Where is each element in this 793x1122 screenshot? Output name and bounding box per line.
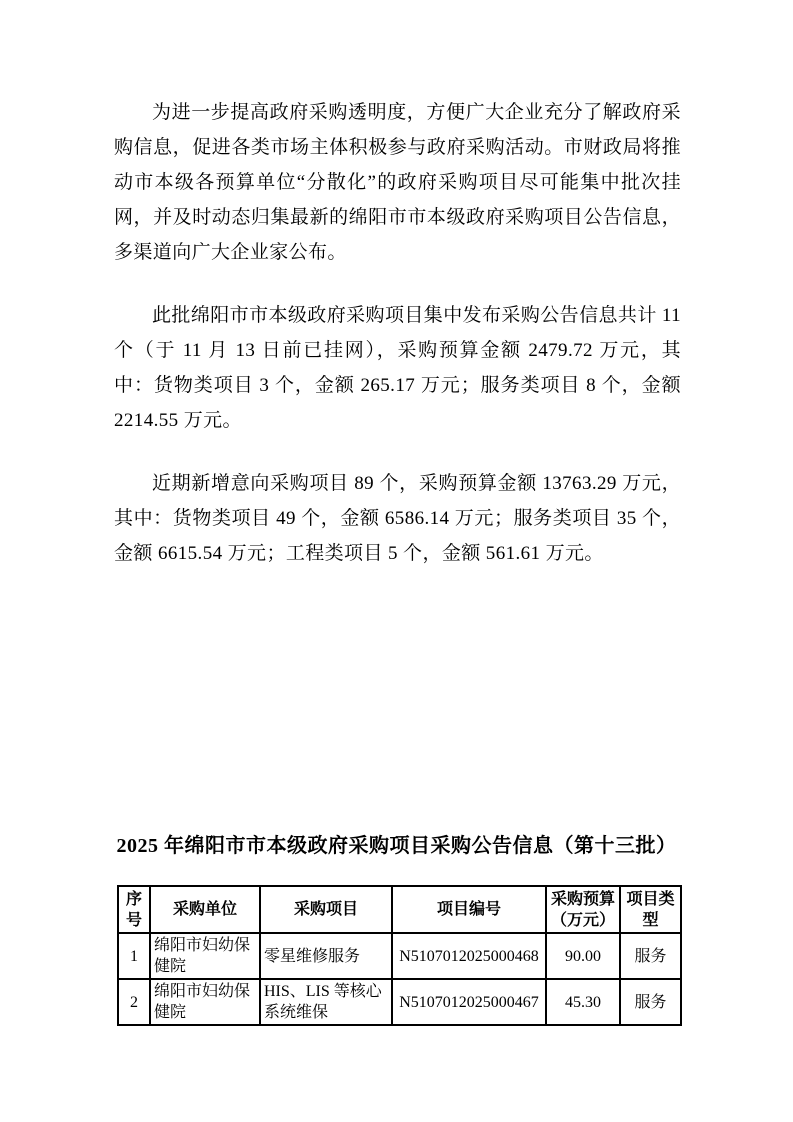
table-cell-project: HIS、LIS 等核心系统维保	[260, 979, 392, 1025]
table-header-cell-index: 序号	[118, 886, 150, 933]
table-row	[118, 933, 681, 979]
table-cell-index: 1	[118, 933, 150, 979]
body-paragraph-3: 近期新增意向采购项目 89 个，采购预算金额 13763.29 万元，其中：货物类项目 49 个，金额 6586.14 万元；服务类项目 35 个，金额 6615.54 万元；工程类项目 5 个，金额 561.61 万元。	[114, 473, 681, 564]
table-cell-purchaser: 绵阳市妇幼保健院	[150, 933, 260, 979]
table-cell-budget: 90.00	[546, 933, 620, 979]
table-cell-budget: 45.30	[546, 979, 620, 1025]
table-header-cell-project-number: 项目编号	[392, 886, 546, 933]
procurement-table	[117, 885, 682, 1026]
table-cell-project-number: N5107012025000468	[392, 933, 546, 979]
table-row	[118, 979, 681, 1025]
table-header-cell-type: 项目类型	[620, 886, 681, 933]
table-cell-project-number: N5107012025000467	[392, 979, 546, 1025]
document-body	[114, 95, 681, 599]
table-header-cell-budget: 采购预算（万元）	[546, 886, 620, 933]
body-paragraph-2: 此批绵阳市市本级政府采购项目集中发布采购公告信息共计 11 个（于 11 月 13 日前已挂网），采购预算金额 2479.72 万元，其中：货物类项目 3 个，金额 265.17 万元；服务类项目 8 个，金额 2214.55 万元。	[114, 305, 681, 431]
body-paragraph-1: 为进一步提高政府采购透明度，方便广大企业充分了解政府采购信息，促进各类市场主体积极参与政府采购活动。市财政局将推动市本级各预算单位“分散化”的政府采购项目尽可能集中批次挂网，并及时动态归集最新的绵阳市市本级政府采购项目公告信息，多渠道向广大企业家公布。	[114, 102, 681, 263]
table-header-cell-purchaser: 采购单位	[150, 886, 260, 933]
table-header-row	[118, 886, 681, 933]
table-cell-type: 服务	[620, 979, 681, 1025]
table-cell-purchaser: 绵阳市妇幼保健院	[150, 979, 260, 1025]
table-cell-type: 服务	[620, 933, 681, 979]
table-title: 2025 年绵阳市市本级政府采购项目采购公告信息（第十三批）	[116, 835, 677, 857]
table-cell-index: 2	[118, 979, 150, 1025]
table-cell-project: 零星维修服务	[260, 933, 392, 979]
table-header-cell-project: 采购项目	[260, 886, 392, 933]
